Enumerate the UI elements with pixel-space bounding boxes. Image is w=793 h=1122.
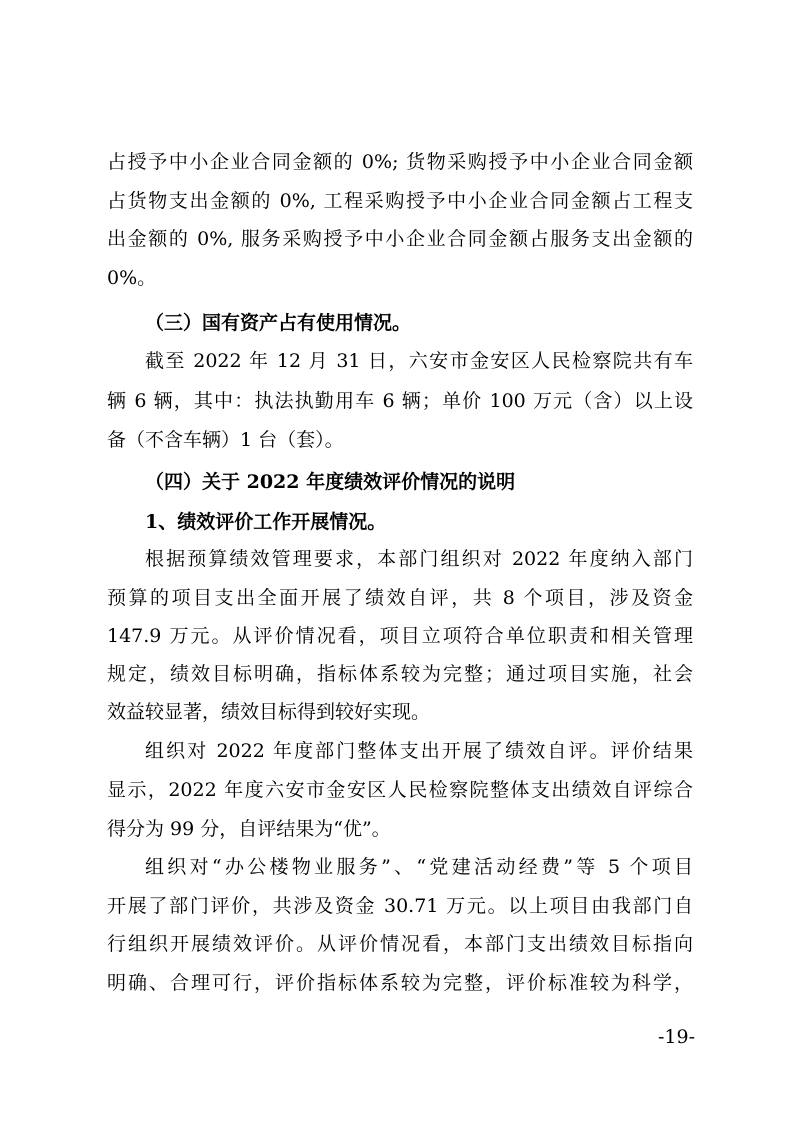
body-text-line: 明确、合理可行，评价指标体系较为完整，评价标准较为科学，: [107, 972, 693, 994]
body-text-line: 效益较显著，绩效目标得到较好实现。: [107, 701, 431, 723]
body-text-line: 辆 6 辆，其中：执法执勤用车 6 辆；单价 100 万元（含）以上设: [107, 390, 693, 412]
body-text-line: 备（不含车辆）1 台（套）。: [107, 429, 344, 451]
body-text-line: 根据预算绩效管理要求，本部门组织对 2022 年度纳入部门: [145, 548, 693, 570]
body-text-line: 出金额的 0%, 服务采购授予中小企业合同金额占服务支出金额的: [107, 228, 693, 250]
body-text-line: 截至 2022 年 12 月 31 日，六安市金安区人民检察院共有车: [145, 350, 693, 372]
body-text-line: 组织对 2022 年度部门整体支出开展了绩效自评。评价结果: [145, 740, 693, 762]
body-text-line: 0%。: [107, 267, 157, 289]
subsection-heading: 1、绩效评价工作开展情况。: [145, 511, 387, 533]
body-text-line: 规定，绩效目标明确，指标体系较为完整；通过项目实施，社会: [107, 663, 693, 685]
body-text-line: 开展了部门评价，共涉及资金 30.71 万元。以上项目由我部门自: [107, 895, 693, 917]
body-text-line: 预算的项目支出全面开展了绩效自评，共 8 个项目，涉及资金: [107, 587, 693, 609]
body-text-line: 占货物支出金额的 0%, 工程采购授予中小企业合同金额占工程支: [107, 190, 693, 212]
section-heading: （四）关于 2022 年度绩效评价情况的说明: [145, 471, 516, 493]
body-text-line: 147.9 万元。从评价情况看，项目立项符合单位职责和相关管理: [107, 625, 693, 647]
body-text-line: 显示，2022 年度六安市金安区人民检察院整体支出绩效自评综合: [107, 779, 693, 801]
page-number: -19-: [657, 1026, 695, 1048]
body-text-line: 组织对“办公楼物业服务”、“党建活动经费”等 5 个项目: [145, 856, 693, 878]
body-text-line: 占授予中小企业合同金额的 0%; 货物采购授予中小企业合同金额: [107, 151, 693, 173]
body-text-line: 得分为 99 分，自评结果为“优”。: [107, 818, 391, 840]
body-text-line: 行组织开展绩效评价。从评价情况看，本部门支出绩效目标指向: [107, 933, 693, 955]
section-heading: （三）国有资产占有使用情况。: [145, 312, 412, 334]
